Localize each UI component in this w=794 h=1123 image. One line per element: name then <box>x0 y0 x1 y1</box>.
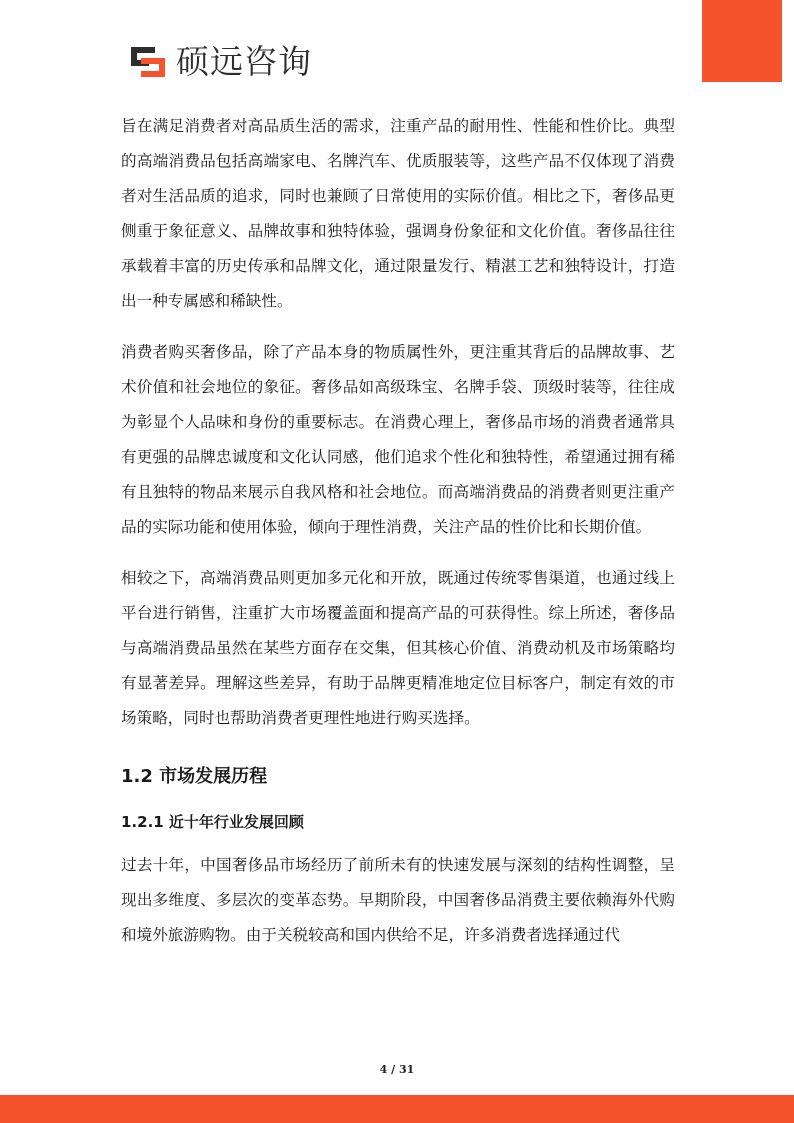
subsection-heading: 1.2.1 近十年行业发展回顾 <box>121 813 304 831</box>
corner-accent-block <box>702 0 782 82</box>
section-heading: 1.2 市场发展历程 <box>121 766 268 787</box>
footer-accent-bar <box>0 1095 794 1123</box>
subsection-paragraph: 过去十年，中国奢侈品市场经历了前所未有的快速发展与深刻的结构性调整，呈现出多维度、多层次的变革态势。早期阶段，中国奢侈品消费主要依赖海外代购和境外旅游购物。由于关税较高和国内供给不足，许多消费者选择通过代 <box>121 856 675 944</box>
brand-logo <box>128 42 312 82</box>
brand-name: 硕远咨询 <box>176 42 312 81</box>
interlocking-s-logo-icon <box>128 42 168 82</box>
body-paragraph-3: 相较之下，高端消费品则更加多元化和开放，既通过传统零售渠道，也通过线上平台进行销售，注重扩大市场覆盖面和提高产品的可获得性。综上所述，奢侈品与高端消费品虽然在某些方面存在交集，但其核心价值、消费动机及市场策略均有显著差异。理解这些差异，有助于品牌更精准地定位目标客户，制定有效的市场策略，同时也帮助消费者更理性地进行购买选择。 <box>121 569 675 727</box>
body-paragraph-2: 消费者购买奢侈品，除了产品本身的物质属性外，更注重其背后的品牌故事、艺术价值和社会地位的象征。奢侈品如高级珠宝、名牌手袋、顶级时装等，往往成为彰显个人品味和身份的重要标志。在消费心理上，奢侈品市场的消费者通常具有更强的品牌忠诚度和文化认同感，他们追求个性化和独特性，希望通过拥有稀有且独特的物品来展示自我风格和社会地位。而高端消费品的消费者则更注重产品的实际功能和使用体验，倾向于理性消费，关注产品的性价比和长期价值。 <box>121 343 675 536</box>
page-number: 4 / 31 <box>379 1063 415 1076</box>
body-paragraph-1: 旨在满足消费者对高品质生活的需求，注重产品的耐用性、性能和性价比。典型的高端消费品包括高端家电、名牌汽车、优质服装等，这些产品不仅体现了消费者对生活品质的追求，同时也兼顾了日常使用的实际价值。相比之下，奢侈品更侧重于象征意义、品牌故事和独特体验，强调身份象征和文化价值。奢侈品往往承载着丰富的历史传承和品牌文化，通过限量发行、精湛工艺和独特设计，打造出一种专属感和稀缺性。 <box>121 117 675 310</box>
document-body <box>121 109 675 953</box>
